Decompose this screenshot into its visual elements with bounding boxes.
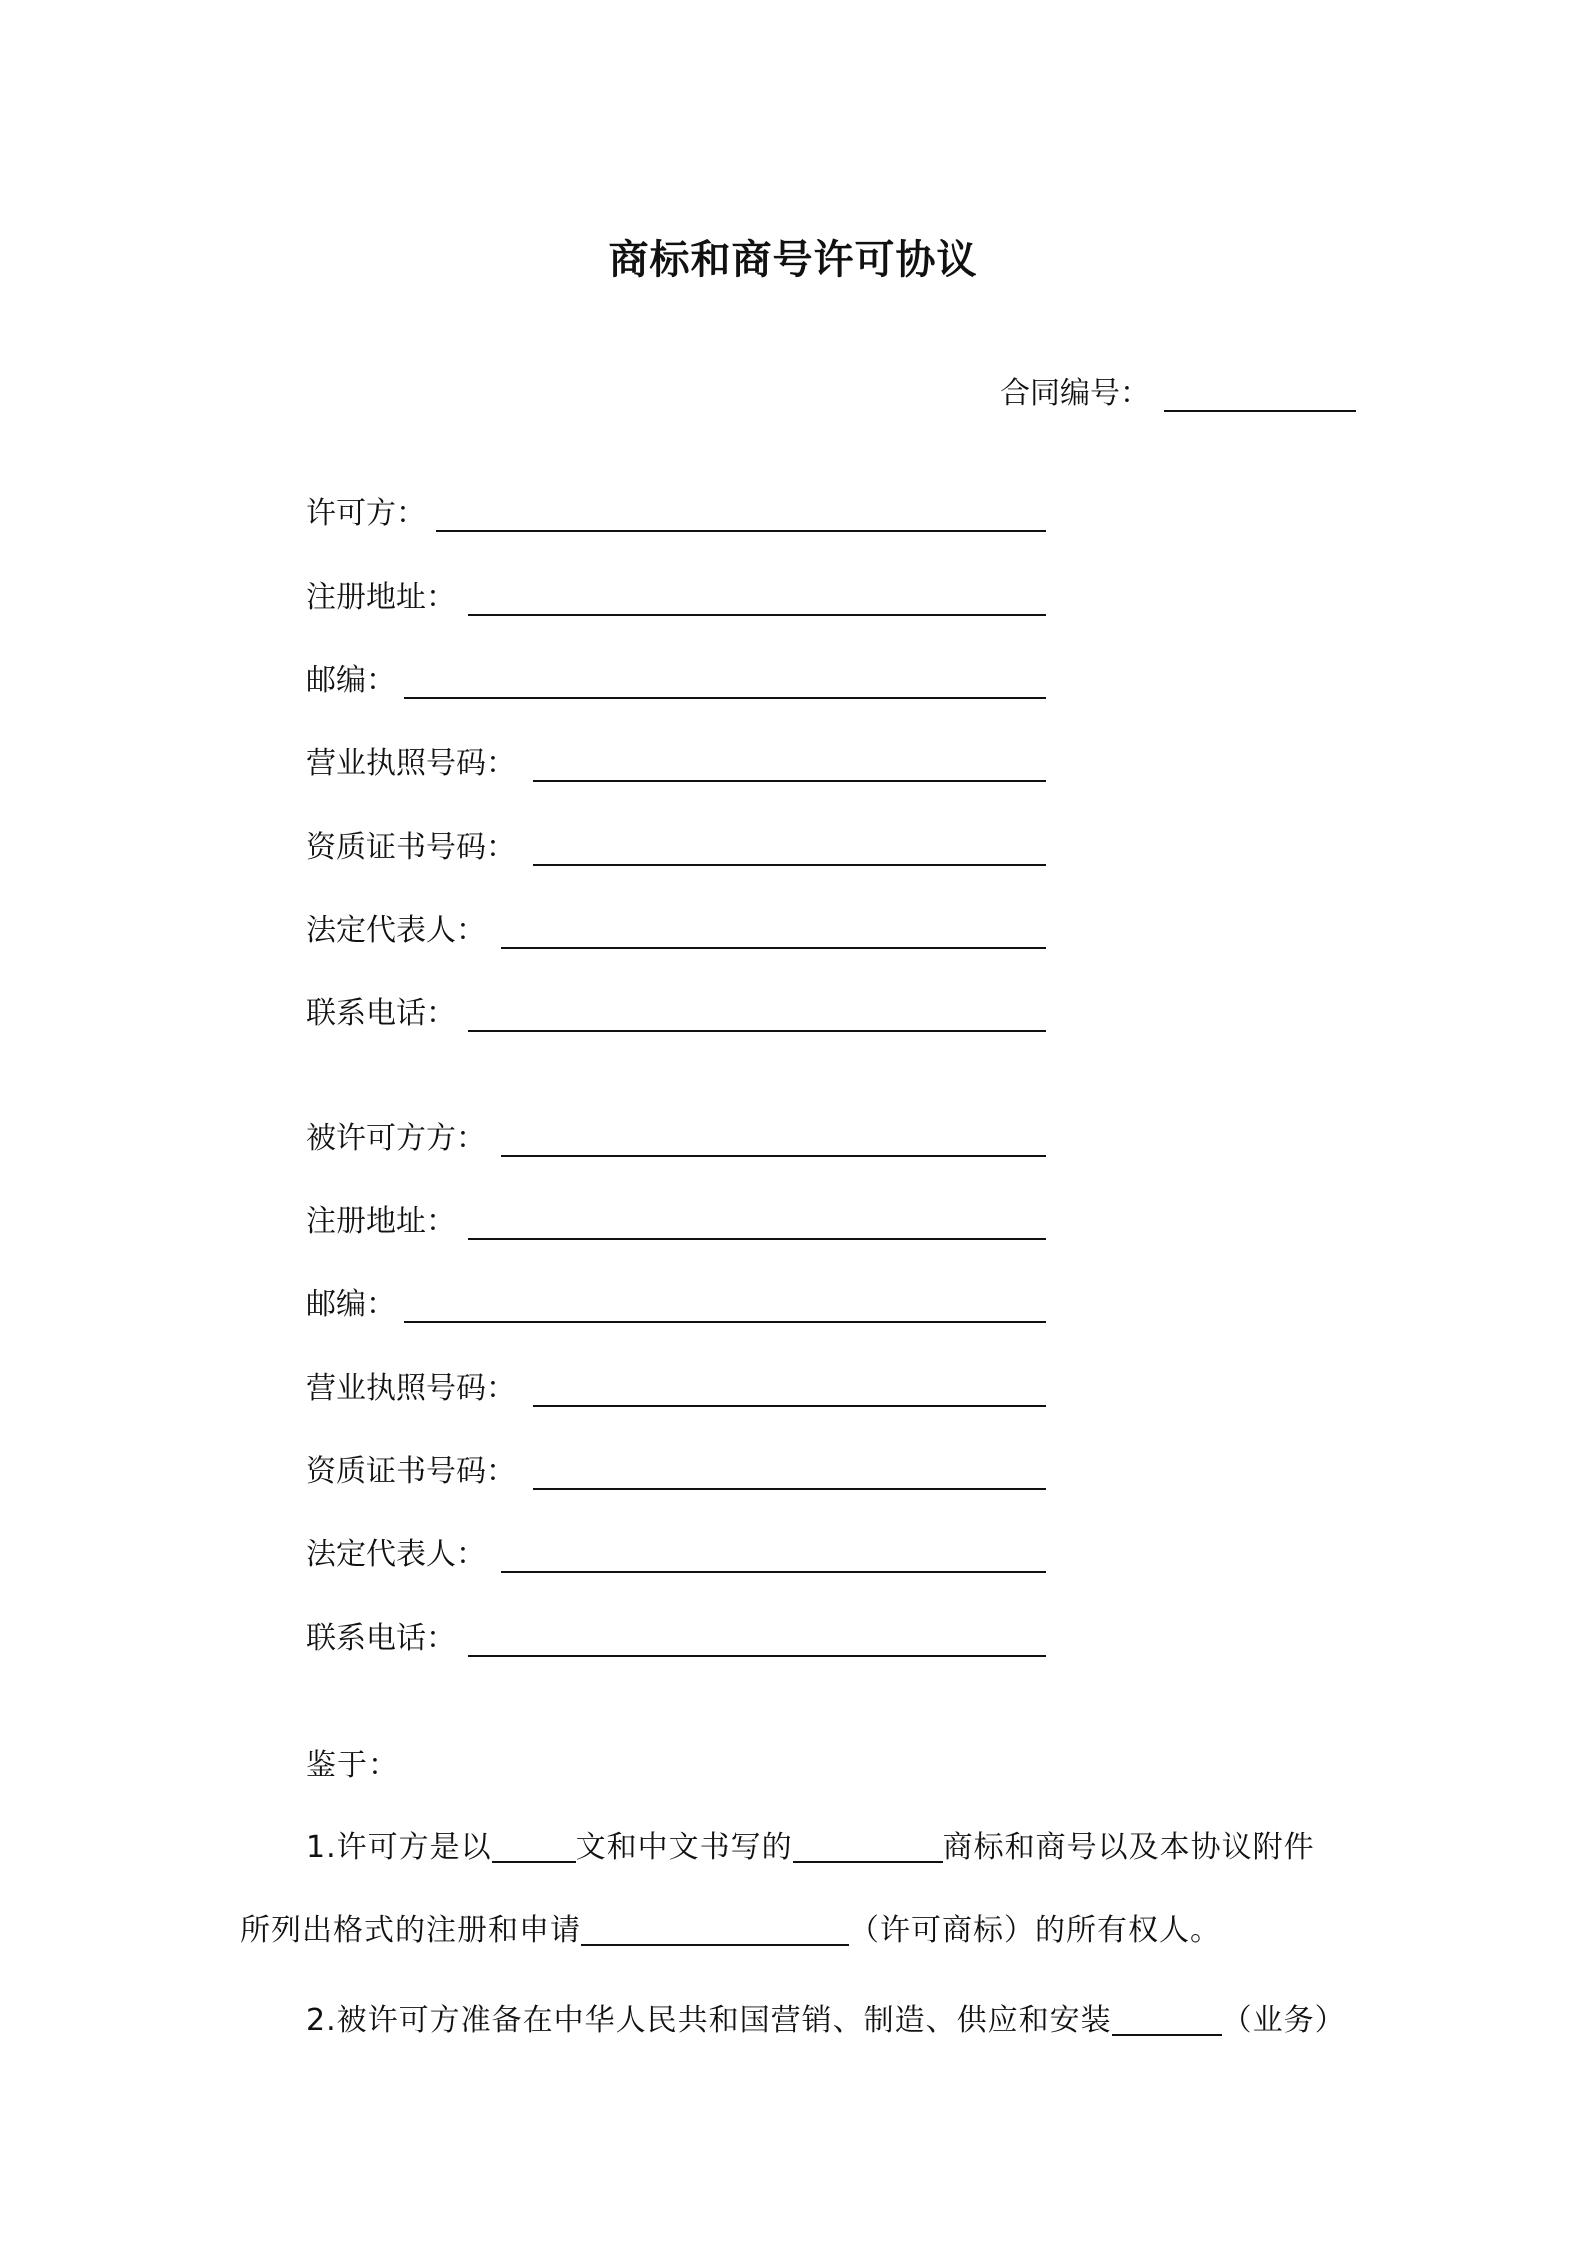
licensor-phone-label: 联系电话： — [306, 996, 456, 1031]
licensor-name-label: 许可方： — [306, 496, 426, 531]
licensor-license-row — [306, 740, 516, 784]
licensee-certificate-label: 资质证书号码： — [306, 1454, 516, 1489]
licensor-address-label: 注册地址： — [306, 580, 456, 615]
recitals-heading: 鉴于： — [306, 1748, 399, 1783]
licensor-license-label: 营业执照号码： — [306, 746, 516, 781]
recital-2-line-1 — [306, 1995, 1346, 2039]
licensee-address-row — [306, 1198, 456, 1242]
licensee-phone-row — [306, 1615, 456, 1659]
recital-2-business-blank[interactable] — [1112, 2000, 1222, 2036]
document-title: 商标和商号许可协议 — [608, 237, 978, 283]
recital-2-text-a: 2.被许可方准备在中华人民共和国营销、制造、供应和安装 — [306, 2003, 1112, 2038]
licensor-representative-row — [306, 907, 486, 951]
recital-1-text-b: 文和中文书写的 — [575, 1830, 793, 1865]
licensor-postcode-label: 邮编： — [306, 663, 396, 698]
licensor-phone-row — [306, 990, 456, 1034]
licensor-address-blank[interactable] — [468, 614, 1046, 616]
licensee-phone-label: 联系电话： — [306, 1621, 456, 1656]
recital-1-registration-blank[interactable] — [581, 1910, 849, 1946]
licensor-postcode-row — [306, 657, 396, 701]
contract-number-blank[interactable] — [1164, 372, 1356, 412]
recital-1-line-1 — [306, 1822, 1315, 1866]
licensee-address-blank[interactable] — [468, 1238, 1046, 1240]
licensee-certificate-row — [306, 1448, 516, 1492]
licensee-license-row — [306, 1365, 516, 1409]
licensee-postcode-label: 邮编： — [306, 1287, 396, 1322]
licensor-name-blank[interactable] — [436, 530, 1046, 532]
licensor-certificate-blank[interactable] — [533, 864, 1046, 866]
licensee-postcode-row — [306, 1281, 396, 1325]
licensee-name-row — [306, 1115, 486, 1159]
licensee-representative-row — [306, 1531, 486, 1575]
licensor-name-row — [306, 490, 426, 534]
licensee-representative-label: 法定代表人： — [306, 1537, 486, 1572]
recital-1-text-c: 商标和商号以及本协议附件 — [942, 1830, 1315, 1865]
contract-number-label: 合同编号： — [1000, 376, 1150, 411]
recital-1-text-a: 1.许可方是以 — [306, 1830, 492, 1865]
recital-1-language-blank[interactable] — [492, 1827, 576, 1863]
licensor-address-row — [306, 574, 456, 618]
licensor-certificate-row — [306, 824, 516, 868]
licensee-postcode-blank[interactable] — [404, 1321, 1046, 1323]
licensee-phone-blank[interactable] — [468, 1655, 1046, 1657]
licensor-certificate-label: 资质证书号码： — [306, 830, 516, 865]
contract-number-row — [1000, 368, 1356, 412]
recital-1-text-d: 所列出格式的注册和申请 — [240, 1913, 581, 1948]
licensee-representative-blank[interactable] — [501, 1571, 1046, 1573]
licensor-representative-label: 法定代表人： — [306, 913, 486, 948]
licensee-name-label: 被许可方方： — [306, 1121, 486, 1156]
licensor-phone-blank[interactable] — [468, 1030, 1046, 1032]
licensee-name-blank[interactable] — [501, 1155, 1046, 1157]
licensor-postcode-blank[interactable] — [404, 697, 1046, 699]
licensee-license-blank[interactable] — [533, 1405, 1046, 1407]
licensee-certificate-blank[interactable] — [533, 1488, 1046, 1490]
recital-1-line-2 — [240, 1905, 1221, 1949]
licensor-representative-blank[interactable] — [501, 947, 1046, 949]
recital-1-text-e: （许可商标）的所有权人。 — [849, 1913, 1221, 1948]
recital-1-mark-blank[interactable] — [793, 1827, 943, 1863]
recital-2-text-b: （业务） — [1221, 2003, 1346, 2038]
licensee-address-label: 注册地址： — [306, 1204, 456, 1239]
licensee-license-label: 营业执照号码： — [306, 1371, 516, 1406]
licensor-license-blank[interactable] — [533, 780, 1046, 782]
